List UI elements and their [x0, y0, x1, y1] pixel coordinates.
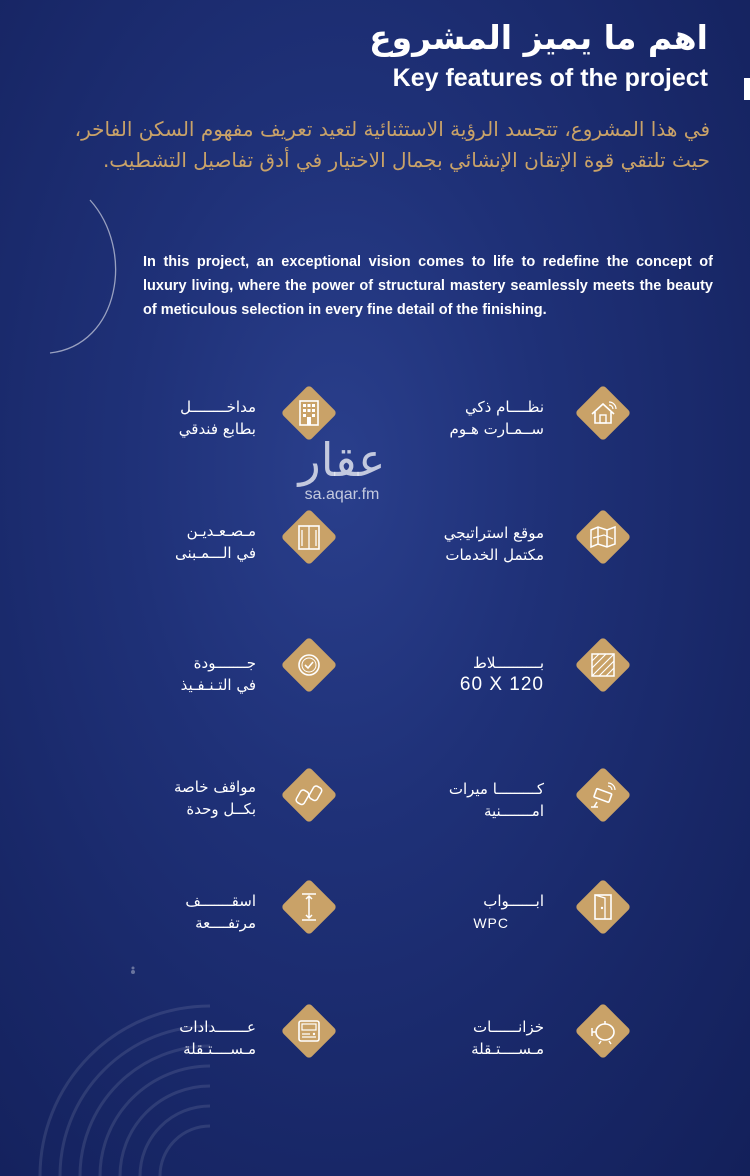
meter-icon	[280, 1002, 338, 1060]
water-tank-icon	[574, 1002, 632, 1060]
feature-line: في الـــمـبنى	[175, 544, 256, 562]
door-icon	[574, 878, 632, 936]
watermark	[282, 434, 402, 504]
feature-line: مـســــتـقلة	[183, 1040, 256, 1058]
feature-line: مـســــتـقلة	[471, 1040, 544, 1058]
feature-quality	[116, 652, 256, 696]
feature-tanks	[404, 1016, 544, 1060]
feature-ceilings	[116, 890, 256, 934]
tiles-icon	[574, 636, 632, 694]
feature-cameras	[404, 778, 544, 822]
feature-line: بكــل وحدة	[186, 800, 256, 818]
camera-icon	[574, 766, 632, 824]
feature-line: ابــــــواب	[483, 892, 544, 910]
map-icon	[574, 508, 632, 566]
feature-elevators	[116, 520, 256, 564]
car-icon	[280, 766, 338, 824]
feature-tiles	[404, 652, 544, 696]
watermark-url: sa.aqar.fm	[304, 486, 380, 503]
feature-line: اسقـــــــف	[185, 892, 256, 910]
feature-line: كـــــــــا ميرات	[448, 780, 544, 798]
watermark-logo-text: عقار	[298, 433, 386, 487]
quality-badge-icon	[280, 636, 338, 694]
feature-doors	[404, 890, 544, 934]
smart-home-icon	[574, 384, 632, 442]
feature-smart-home	[404, 396, 544, 440]
intro-arabic: في هذا المشروع، تتجسد الرؤية الاستثنائية لتعيد تعريف مفهوم السكن الفاخر، حيث تلتقي قوة الإتقان الإنشائي بجمال الاختيار في أدق تفاصيل التشطيب.	[74, 117, 710, 172]
title-english: Key features of the project	[392, 64, 708, 92]
title-arabic: اهم ما يميز المشروع	[369, 18, 708, 57]
feature-line: مواقف خاصة	[173, 778, 256, 796]
feature-line: بطابع فندقي	[178, 420, 256, 438]
elevator-icon	[280, 508, 338, 566]
feature-line: WPC	[473, 915, 509, 931]
feature-line: مكتمل الخدمات	[445, 546, 544, 564]
feature-parking	[116, 776, 256, 820]
intro-english: In this project, an exceptional vision comes to life to redefine the concept of luxury living, where the power of structural mastery seamlessly meets the beauty of meticulous selection in every fine detail of the finishing.	[143, 254, 713, 318]
feature-location	[404, 522, 544, 566]
feature-line: مـصـعـديـن	[186, 522, 256, 540]
feature-line: بــــــــــلاط	[473, 654, 544, 672]
feature-line: خزانــــــات	[473, 1018, 544, 1036]
feature-line: موقع استراتيجي	[443, 524, 544, 542]
feature-line: امـــــــنية	[483, 802, 544, 820]
feature-line: مداخــــــــل	[180, 398, 256, 416]
feature-line: في التـنـفـيذ	[180, 676, 256, 694]
feature-line: ســمـارت هـوم	[449, 420, 544, 438]
feature-line: مرتفــــعة	[195, 914, 256, 932]
feature-hotel-entrances	[116, 396, 256, 440]
feature-line: عـــــــدادات	[179, 1018, 256, 1036]
feature-line: 60 X 120	[459, 674, 544, 695]
scrollbar-edge	[744, 78, 750, 100]
feature-line: جـــــــودة	[193, 654, 256, 672]
feature-meters	[116, 1016, 256, 1060]
ceiling-height-icon	[280, 878, 338, 936]
feature-line: نظــــام ذكي	[464, 398, 544, 416]
